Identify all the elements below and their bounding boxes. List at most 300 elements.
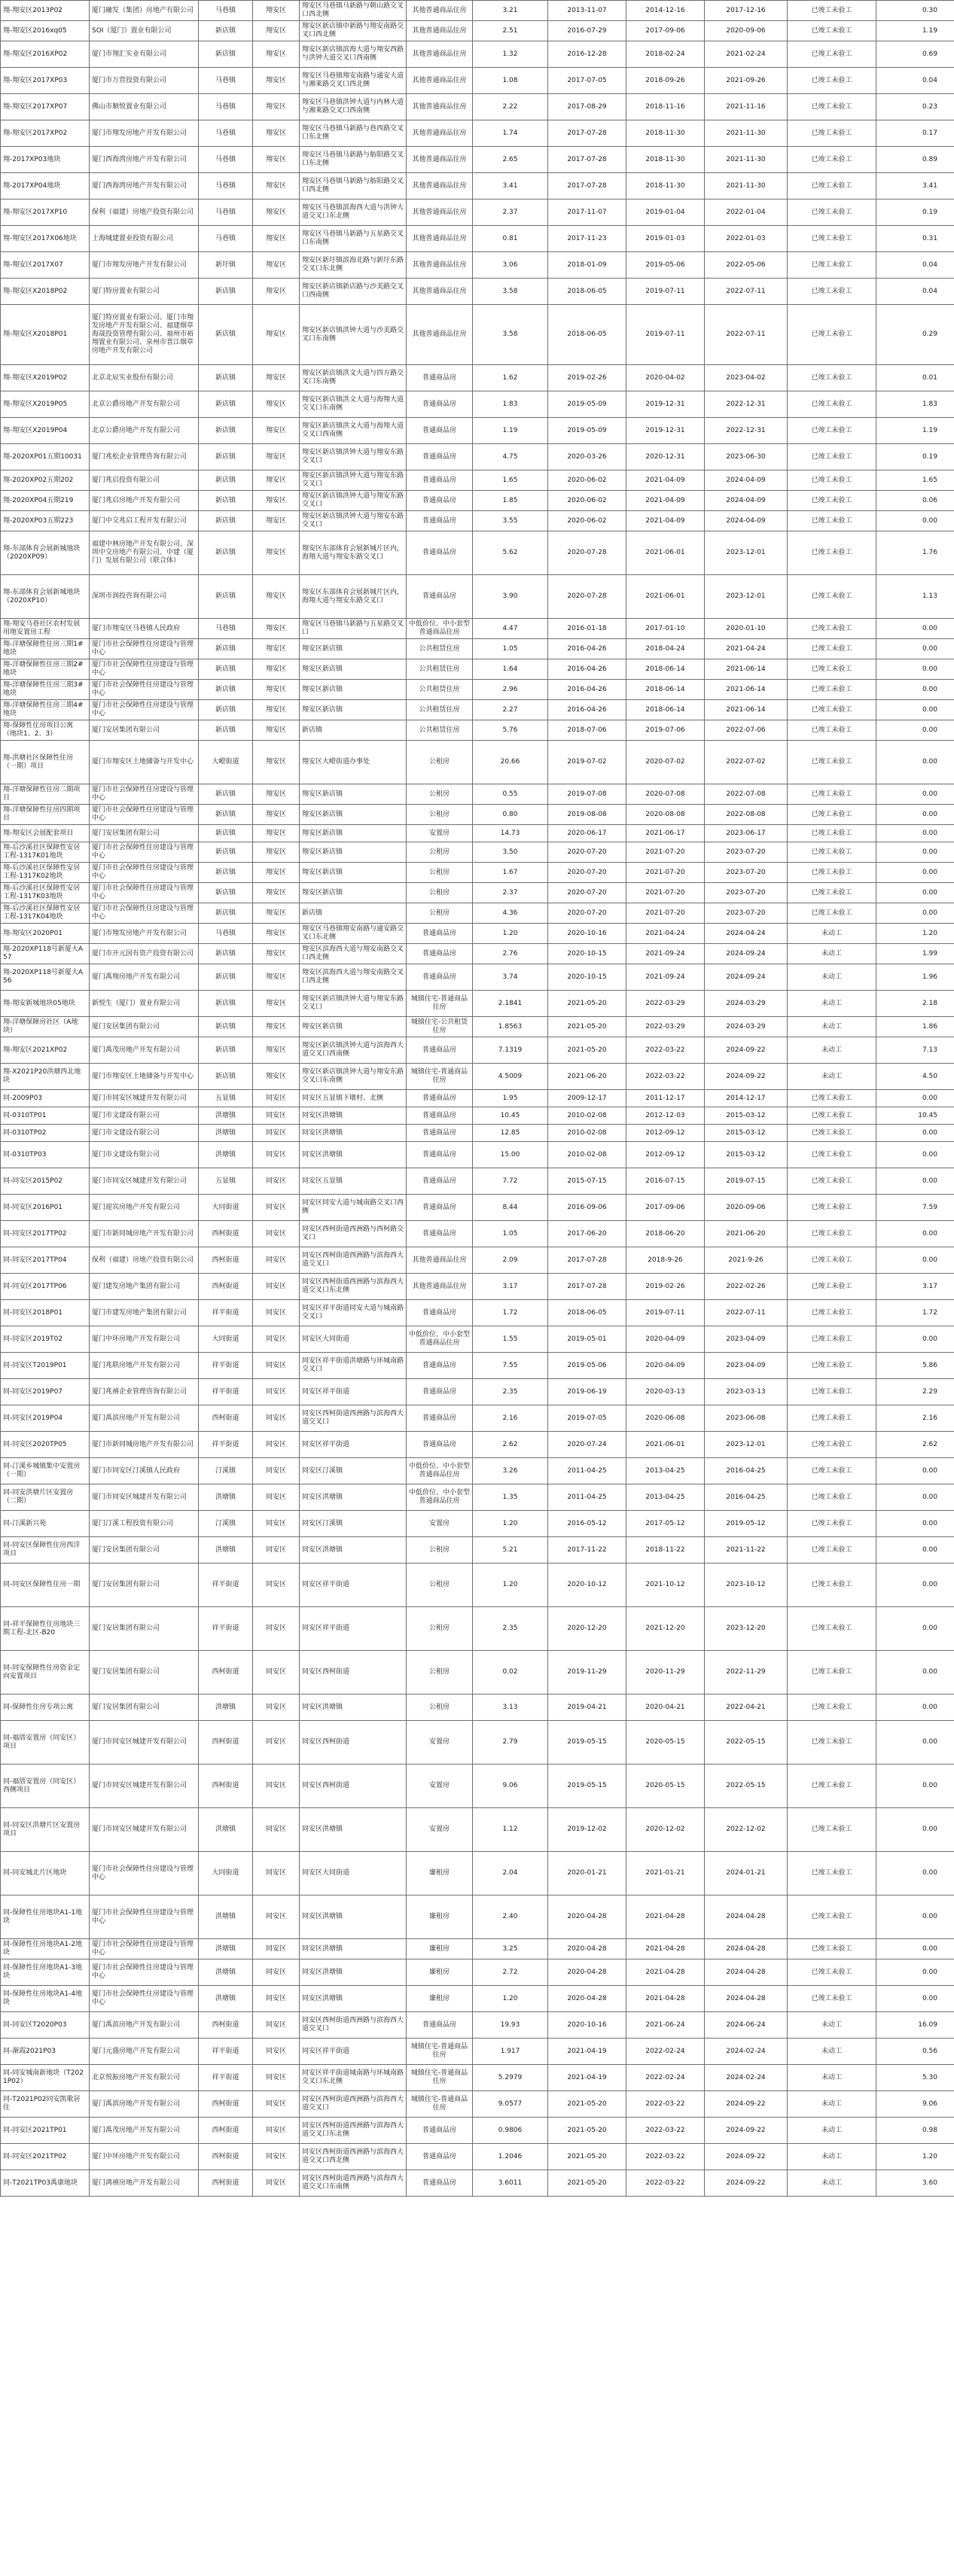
table-cell: 同-保障性住房专项公寓 bbox=[1, 1694, 90, 1721]
table-cell: 厦门市翔汇实业有限公司 bbox=[90, 41, 199, 68]
table-cell: 已竣工未验工 bbox=[788, 1484, 876, 1511]
table-row bbox=[1, 173, 954, 199]
table-cell: 0.00 bbox=[876, 1895, 954, 1939]
table-cell: 2016-04-25 bbox=[705, 1484, 788, 1511]
table-cell: 翔-翔安区X2019P04 bbox=[1, 418, 90, 444]
table-cell: 1.13 bbox=[876, 575, 954, 619]
table-cell: 普通商品房 bbox=[407, 365, 473, 391]
table-row bbox=[1, 1808, 954, 1852]
table-cell: 2021-9-26 bbox=[705, 1247, 788, 1274]
table-cell: 2022-03-22 bbox=[626, 2091, 705, 2118]
table-cell: 2021-10-12 bbox=[626, 1564, 705, 1607]
table-cell: 同-同安区2017TP02 bbox=[1, 1221, 90, 1247]
table-cell: 同安区洪塘镇 bbox=[300, 1959, 407, 1986]
table-cell: 2020-12-31 bbox=[626, 444, 705, 470]
table-cell: 厦门兆启房地产开发有限公司 bbox=[90, 491, 199, 511]
table-cell: 同安区 bbox=[253, 1511, 300, 1537]
table-cell: 翔-后沙溪社区保障性安居工程-1317K02地块 bbox=[1, 863, 90, 883]
table-cell: 翔安区新店镇洪钟大道与滨海西大道交叉口西南侧 bbox=[300, 1037, 407, 1064]
table-cell: 2016-01-18 bbox=[548, 619, 626, 639]
table-cell: 厦门市翔安区土地储备与开发中心 bbox=[90, 1064, 199, 1090]
table-cell: 0.00 bbox=[876, 659, 954, 680]
table-cell: 同-同安区保障性住房西洋项目 bbox=[1, 1537, 90, 1564]
table-cell: 已竣工未验工 bbox=[788, 1564, 876, 1607]
table-cell: 2024-09-22 bbox=[705, 2091, 788, 2118]
table-cell: 城镇住宅-普通商品住房 bbox=[407, 1064, 473, 1090]
table-cell: 2018-06-05 bbox=[548, 305, 626, 365]
table-cell: 新店镇 bbox=[199, 805, 253, 825]
table-cell: 2023-04-09 bbox=[705, 1353, 788, 1379]
table-cell: 西柯街道 bbox=[199, 2170, 253, 2197]
table-cell: 已竣工未验工 bbox=[788, 226, 876, 252]
table-cell: 翔安区 bbox=[253, 700, 300, 720]
table-row bbox=[1, 720, 954, 741]
table-cell: 厦门市同安区城建开发有限公司 bbox=[90, 1808, 199, 1852]
table-cell: 2017-01-10 bbox=[626, 619, 705, 639]
table-cell: 佛山市顺悦置业有限公司 bbox=[90, 94, 199, 120]
table-cell: 洪塘镇 bbox=[199, 1125, 253, 1142]
table-cell: 已竣工未验工 bbox=[788, 1852, 876, 1895]
table-cell: 同安区 bbox=[253, 1458, 300, 1484]
table-cell: 其他普通商品住房 bbox=[407, 199, 473, 226]
table-cell: 2022-05-06 bbox=[705, 252, 788, 279]
table-cell: 洪塘镇 bbox=[199, 1107, 253, 1125]
table-cell: 新店镇 bbox=[199, 842, 253, 863]
table-cell: 0.56 bbox=[876, 2039, 954, 2065]
table-cell: 翔-洋塘保障性住房三期3#地块 bbox=[1, 680, 90, 700]
table-cell: 3.21 bbox=[473, 1, 548, 21]
table-cell: 0.00 bbox=[876, 1458, 954, 1484]
table-cell: 4.75 bbox=[473, 444, 548, 470]
table-cell: 已竣工未验工 bbox=[788, 391, 876, 418]
table-cell: 同安区 bbox=[253, 1125, 300, 1142]
table-cell: 2.51 bbox=[473, 21, 548, 41]
table-cell: 厦门中环房地产开发有限公司 bbox=[90, 1326, 199, 1353]
table-cell: 2022-02-24 bbox=[626, 2039, 705, 2065]
table-cell: 2017-09-06 bbox=[626, 21, 705, 41]
table-cell: 2024-04-09 bbox=[705, 491, 788, 511]
table-cell: 2019-01-04 bbox=[626, 199, 705, 226]
table-cell: 普通商品房 bbox=[407, 444, 473, 470]
table-cell: 翔安区 bbox=[253, 575, 300, 619]
table-cell: 2019-04-21 bbox=[548, 1694, 626, 1721]
table-cell: 同安区祥平街道 bbox=[300, 1607, 407, 1651]
table-cell: 同安区洪塘镇 bbox=[300, 1537, 407, 1564]
table-cell: 7.72 bbox=[473, 1168, 548, 1195]
table-cell: 同安区 bbox=[253, 1651, 300, 1694]
table-cell: 2020-07-20 bbox=[548, 863, 626, 883]
table-cell: 已竣工未验工 bbox=[788, 1125, 876, 1142]
table-cell: 新店镇 bbox=[199, 863, 253, 883]
table-row bbox=[1, 639, 954, 659]
table-cell: 同安区 bbox=[253, 1247, 300, 1274]
table-cell: 0.00 bbox=[876, 1808, 954, 1852]
table-cell: 翔-翔安区2017XP07 bbox=[1, 94, 90, 120]
table-cell: 2024-09-22 bbox=[705, 2170, 788, 2197]
table-cell: 翔安区 bbox=[253, 842, 300, 863]
table-cell: 未动工 bbox=[788, 2039, 876, 2065]
table-cell: 2017-07-28 bbox=[548, 1274, 626, 1300]
table-cell: 厦门兆禧企业管理咨询有限公司 bbox=[90, 1379, 199, 1405]
table-cell: 翔安区马巷镇翔安南路与通安路交叉口东北侧 bbox=[300, 924, 407, 944]
table-cell: 厦门市新同城房地产开发有限公司 bbox=[90, 1432, 199, 1458]
table-cell: 2021-06-14 bbox=[705, 680, 788, 700]
table-cell: 马巷镇 bbox=[199, 199, 253, 226]
table-cell: 厦门市社会保障性住房建设与管理中心 bbox=[90, 784, 199, 805]
table-cell: 2018-11-30 bbox=[626, 173, 705, 199]
table-cell: 翔安区马巷镇滨海西大道与洪钟大道交叉口东北侧 bbox=[300, 199, 407, 226]
table-cell: 厦门西海湾房地产开发有限公司 bbox=[90, 173, 199, 199]
table-cell: 同-同安区2019P07 bbox=[1, 1379, 90, 1405]
table-cell: 同安区西柯街道西洲路与滨海西大道交叉口 bbox=[300, 2012, 407, 2039]
table-cell: 2022-03-22 bbox=[626, 2170, 705, 2197]
table-cell: 同-T2021P02同安凯歌居住 bbox=[1, 2091, 90, 2118]
table-cell: 2010-02-08 bbox=[548, 1107, 626, 1125]
table-cell: 2021-07-20 bbox=[626, 883, 705, 903]
table-cell: 安置房 bbox=[407, 1721, 473, 1765]
table-cell: 2020-10-15 bbox=[548, 964, 626, 991]
table-cell: 同-同安区2021TP02 bbox=[1, 2144, 90, 2170]
table-cell: 1.20 bbox=[876, 924, 954, 944]
table-cell: 2012-09-12 bbox=[626, 1125, 705, 1142]
table-cell: 厦门西海湾房地产开发有限公司 bbox=[90, 147, 199, 173]
table-cell: 普通商品房 bbox=[407, 2170, 473, 2197]
table-cell: 1.85 bbox=[473, 491, 548, 511]
table-cell: 2023-12-01 bbox=[705, 1432, 788, 1458]
table-cell: 同安区 bbox=[253, 1607, 300, 1651]
table-cell: 2019-08-08 bbox=[548, 805, 626, 825]
table-cell: 同安区西柯街道 bbox=[300, 1721, 407, 1765]
table-cell: 翔安区 bbox=[253, 805, 300, 825]
table-cell: 马巷镇 bbox=[199, 94, 253, 120]
table-cell: 2.16 bbox=[876, 1405, 954, 1432]
table-cell: 已竣工未验工 bbox=[788, 1247, 876, 1274]
table-cell: 同-0310TP03 bbox=[1, 1142, 90, 1168]
table-cell: 同安区 bbox=[253, 2170, 300, 2197]
table-row bbox=[1, 2065, 954, 2091]
table-cell: 2.72 bbox=[473, 1959, 548, 1986]
table-cell: 3.50 bbox=[473, 842, 548, 863]
table-cell: 2020-04-28 bbox=[548, 1986, 626, 2012]
table-cell: 厦门市社会保障性住房建设与管理中心 bbox=[90, 680, 199, 700]
table-cell: 普通商品房 bbox=[407, 1300, 473, 1326]
table-cell: 5.21 bbox=[473, 1537, 548, 1564]
table-cell: 2024-01-21 bbox=[705, 1852, 788, 1895]
table-cell: 已竣工未验工 bbox=[788, 639, 876, 659]
table-cell: 新店镇 bbox=[199, 511, 253, 531]
table-cell: 翔安区 bbox=[253, 863, 300, 883]
table-row bbox=[1, 1721, 954, 1765]
table-cell: 2019-12-31 bbox=[626, 418, 705, 444]
table-cell: 已竣工未验工 bbox=[788, 842, 876, 863]
table-cell: 0.89 bbox=[876, 147, 954, 173]
table-cell: 已竣工未验工 bbox=[788, 1959, 876, 1986]
table-cell: 2009-12-17 bbox=[548, 1090, 626, 1107]
table-cell: 公共租赁住房 bbox=[407, 680, 473, 700]
table-cell: 普通商品房 bbox=[407, 1142, 473, 1168]
table-cell: 已竣工未验工 bbox=[788, 619, 876, 639]
table-cell: 同安区祥平街道 bbox=[300, 1432, 407, 1458]
table-cell: 翔-东部体育会展新城地块（2020XP10） bbox=[1, 575, 90, 619]
table-cell: 2019-07-08 bbox=[548, 784, 626, 805]
table-cell: 同安区西柯街道西洲路与滨海西大道交叉口东北侧 bbox=[300, 2118, 407, 2144]
table-cell: 3.6011 bbox=[473, 2170, 548, 2197]
table-cell: 2021-05-20 bbox=[548, 1017, 626, 1037]
table-cell: 2019-06-19 bbox=[548, 1379, 626, 1405]
table-row bbox=[1, 1484, 954, 1511]
table-cell: 厦门禹滨房地产开发有限公司 bbox=[90, 2091, 199, 2118]
table-cell: 2022-03-29 bbox=[626, 1017, 705, 1037]
table-row bbox=[1, 903, 954, 924]
table-cell: 同-同安区保障性住房一期 bbox=[1, 1564, 90, 1607]
table-cell: 2023-12-01 bbox=[705, 575, 788, 619]
table-cell: 2020-09-06 bbox=[705, 1195, 788, 1221]
table-cell: 同安区汀溪镇 bbox=[300, 1458, 407, 1484]
table-cell: 保利（福建）房地产投资有限公司 bbox=[90, 199, 199, 226]
table-cell: 翔-2020XP118号新厦大A56 bbox=[1, 964, 90, 991]
table-cell: 2022-02-24 bbox=[626, 2065, 705, 2091]
table-cell: 2021-04-09 bbox=[626, 491, 705, 511]
table-cell: 3.41 bbox=[473, 173, 548, 199]
table-cell: 2011-04-25 bbox=[548, 1484, 626, 1511]
table-cell: 2016-07-15 bbox=[626, 1168, 705, 1195]
table-cell: 0.00 bbox=[876, 825, 954, 842]
table-cell: 翔安区 bbox=[253, 444, 300, 470]
table-cell: 0.19 bbox=[876, 199, 954, 226]
table-cell: 2018-06-05 bbox=[548, 279, 626, 305]
table-cell: 新店镇 bbox=[199, 365, 253, 391]
table-row bbox=[1, 964, 954, 991]
table-cell: 已竣工未验工 bbox=[788, 1221, 876, 1247]
table-cell: 同安区 bbox=[253, 2039, 300, 2065]
table-cell: 厦门市社会保障性住房建设与管理中心 bbox=[90, 863, 199, 883]
table-cell: 2018-02-24 bbox=[626, 41, 705, 68]
table-cell: 洪塘镇 bbox=[199, 1939, 253, 1959]
table-cell: 安置房 bbox=[407, 1511, 473, 1537]
table-cell: 新店镇 bbox=[199, 1064, 253, 1090]
table-cell: 2.37 bbox=[473, 883, 548, 903]
table-cell: 1.20 bbox=[473, 1564, 548, 1607]
table-row bbox=[1, 1274, 954, 1300]
table-row bbox=[1, 511, 954, 531]
table-cell: 翔-翔安区X2018P02 bbox=[1, 279, 90, 305]
table-cell: 翔安区 bbox=[253, 21, 300, 41]
table-cell: 0.17 bbox=[876, 120, 954, 147]
table-cell: 2023-06-30 bbox=[705, 444, 788, 470]
table-cell: 普通商品房 bbox=[407, 1353, 473, 1379]
table-cell: 2021-11-30 bbox=[705, 147, 788, 173]
table-cell: 0.23 bbox=[876, 94, 954, 120]
table-row bbox=[1, 1959, 954, 1986]
table-row bbox=[1, 1458, 954, 1484]
table-cell: 厦门汀溪工程投资有限公司 bbox=[90, 1511, 199, 1537]
table-cell: 其他普通商品住房 bbox=[407, 147, 473, 173]
table-cell: 其他普通商品住房 bbox=[407, 94, 473, 120]
table-cell: 同安区祥平街道 bbox=[300, 1564, 407, 1607]
table-cell: 2022-07-08 bbox=[705, 784, 788, 805]
table-cell: 19.93 bbox=[473, 2012, 548, 2039]
table-cell: 2020-04-02 bbox=[626, 365, 705, 391]
table-cell: 已竣工未验工 bbox=[788, 68, 876, 94]
table-cell: 翔安区 bbox=[253, 825, 300, 842]
table-cell: 同安区洪塘镇 bbox=[300, 1484, 407, 1511]
table-cell: 翔-2017XP03地块 bbox=[1, 147, 90, 173]
table-row bbox=[1, 1221, 954, 1247]
table-cell: 2021-09-24 bbox=[626, 944, 705, 964]
table-cell: 同安区 bbox=[253, 1379, 300, 1405]
table-cell: 已竣工未验工 bbox=[788, 1808, 876, 1852]
table-cell: 公共租赁住房 bbox=[407, 700, 473, 720]
table-row bbox=[1, 863, 954, 883]
table-cell: 西柯街道 bbox=[199, 1765, 253, 1808]
table-cell: 已竣工未验工 bbox=[788, 199, 876, 226]
table-cell: 翔-东部体育会展新城地块（2020XP09） bbox=[1, 531, 90, 575]
table-cell: 同安区 bbox=[253, 2118, 300, 2144]
table-cell: 新店镇 bbox=[199, 784, 253, 805]
table-cell: 已竣工未验工 bbox=[788, 94, 876, 120]
table-cell: 2020-07-20 bbox=[548, 903, 626, 924]
table-cell: 2021-11-16 bbox=[705, 94, 788, 120]
table-cell: 马巷镇 bbox=[199, 924, 253, 944]
table-cell: 7.1319 bbox=[473, 1037, 548, 1064]
table-cell: 2016-12-28 bbox=[548, 41, 626, 68]
table-cell: 翔-翔安区2020P01 bbox=[1, 924, 90, 944]
table-cell: 新店镇 bbox=[199, 700, 253, 720]
table-cell: 翔-2020XP118号新厦大A57 bbox=[1, 944, 90, 964]
table-cell: 3.90 bbox=[473, 575, 548, 619]
table-cell: 公租房 bbox=[407, 741, 473, 784]
table-cell: 2019-11-29 bbox=[548, 1651, 626, 1694]
table-cell: 新店镇 bbox=[199, 903, 253, 924]
table-cell: 同安区西柯街道西洲路与滨海西大道交叉口东北侧 bbox=[300, 1274, 407, 1300]
table-row bbox=[1, 1607, 954, 1651]
table-row bbox=[1, 784, 954, 805]
table-cell: 厦门市翔发房地产开发有限公司 bbox=[90, 252, 199, 279]
table-cell: 2019-01-03 bbox=[626, 226, 705, 252]
table-cell: 翔安区新店镇洪钟大道与翔安东路交叉口 bbox=[300, 444, 407, 470]
table-cell: 厦门市同安区汀溪镇人民政府 bbox=[90, 1458, 199, 1484]
table-cell: 同安区 bbox=[253, 1168, 300, 1195]
table-cell: 翔-洋塘保障房社区（A地块） bbox=[1, 1017, 90, 1037]
table-cell: 翔安区东部体育会展新城片区内，海翔大道与翔安东路交叉口 bbox=[300, 575, 407, 619]
table-cell: 2016-09-06 bbox=[548, 1195, 626, 1221]
table-cell: 2017-07-28 bbox=[548, 173, 626, 199]
table-cell: 2018-06-14 bbox=[626, 680, 705, 700]
table-cell: 翔安区 bbox=[253, 680, 300, 700]
table-cell: 2018-07-06 bbox=[548, 720, 626, 741]
table-cell: 2020-03-13 bbox=[626, 1379, 705, 1405]
table-cell: 翔-翔安区2017XP03 bbox=[1, 68, 90, 94]
table-cell: 翔安区 bbox=[253, 418, 300, 444]
table-cell: 2017-07-28 bbox=[548, 120, 626, 147]
table-cell: 2022-07-11 bbox=[705, 305, 788, 365]
table-cell: 0.81 bbox=[473, 226, 548, 252]
table-cell: 0.04 bbox=[876, 252, 954, 279]
table-cell: 1.96 bbox=[876, 964, 954, 991]
table-cell: 上海城建置业投资有限公司 bbox=[90, 226, 199, 252]
table-cell: 2024-02-24 bbox=[705, 2065, 788, 2091]
table-cell: 厦门市翔发房地产开发有限公司 bbox=[90, 924, 199, 944]
table-cell: 2016-04-26 bbox=[548, 659, 626, 680]
table-cell: 新店镇 bbox=[199, 964, 253, 991]
table-cell: 已竣工未验工 bbox=[788, 1432, 876, 1458]
table-row bbox=[1, 1037, 954, 1064]
table-cell: 翔安区 bbox=[253, 1037, 300, 1064]
table-cell: 同-0310TP01 bbox=[1, 1107, 90, 1125]
table-cell: 2021-06-14 bbox=[705, 700, 788, 720]
table-cell: 2.76 bbox=[473, 944, 548, 964]
table-cell: 2022-05-15 bbox=[705, 1721, 788, 1765]
table-cell: 3.17 bbox=[473, 1274, 548, 1300]
table-cell: 厦门禹茂房地产开发有限公司 bbox=[90, 1037, 199, 1064]
table-cell: 厦门市翔安区马巷镇人民政府 bbox=[90, 619, 199, 639]
table-cell: 1.12 bbox=[473, 1808, 548, 1852]
table-cell: 7.13 bbox=[876, 1037, 954, 1064]
table-cell: 安置房 bbox=[407, 1808, 473, 1852]
table-cell: 洪塘镇 bbox=[199, 1694, 253, 1721]
table-cell: 翔安区 bbox=[253, 1064, 300, 1090]
table-cell: 新悦生（厦门）置业有限公司 bbox=[90, 991, 199, 1017]
table-cell: 2020-10-16 bbox=[548, 924, 626, 944]
table-cell: 厦门安居集团有限公司 bbox=[90, 1537, 199, 1564]
table-cell: 五显镇 bbox=[199, 1168, 253, 1195]
table-cell: 公租房 bbox=[407, 903, 473, 924]
table-cell: 2021-04-28 bbox=[626, 1986, 705, 2012]
table-cell: 2020-04-28 bbox=[548, 1895, 626, 1939]
table-cell: 普通商品房 bbox=[407, 1221, 473, 1247]
table-cell: 已竣工未验工 bbox=[788, 1895, 876, 1939]
table-cell: 其他普通商品住房 bbox=[407, 21, 473, 41]
table-cell: 廉租房 bbox=[407, 1986, 473, 2012]
table-row bbox=[1, 147, 954, 173]
table-cell: 其他普通商品住房 bbox=[407, 173, 473, 199]
table-cell: 2015-03-12 bbox=[705, 1107, 788, 1125]
table-cell: 2020-04-09 bbox=[626, 1326, 705, 1353]
table-cell: 0.9806 bbox=[473, 2118, 548, 2144]
table-cell: 1.83 bbox=[473, 391, 548, 418]
table-cell: 新店镇 bbox=[199, 1017, 253, 1037]
table-row bbox=[1, 1195, 954, 1221]
table-cell: 1.8563 bbox=[473, 1017, 548, 1037]
table-cell: 0.00 bbox=[876, 1852, 954, 1895]
table-cell: 同安区 bbox=[253, 1484, 300, 1511]
table-cell: 翔-翔安马巷社区农村发展用地安置房工程 bbox=[1, 619, 90, 639]
table-cell: 同安区五显镇下墩村、北侧 bbox=[300, 1090, 407, 1107]
table-cell: 西柯街道 bbox=[199, 2144, 253, 2170]
table-cell: 0.00 bbox=[876, 805, 954, 825]
table-cell: 同安区祥平街道城南路与环城南路交叉口东北侧 bbox=[300, 2065, 407, 2091]
table-cell: 2021-05-20 bbox=[548, 1037, 626, 1064]
table-cell: 马巷镇 bbox=[199, 120, 253, 147]
table-cell: 2010-02-08 bbox=[548, 1142, 626, 1168]
table-cell: 厦门市文建设有限公司 bbox=[90, 1125, 199, 1142]
table-cell: 2013-04-25 bbox=[626, 1458, 705, 1484]
table-cell: 10.45 bbox=[473, 1107, 548, 1125]
table-cell: 公租房 bbox=[407, 784, 473, 805]
table-cell: 2020-10-16 bbox=[548, 2012, 626, 2039]
table-row bbox=[1, 659, 954, 680]
table-row bbox=[1, 1326, 954, 1353]
table-cell: 2017-11-22 bbox=[548, 1537, 626, 1564]
table-cell: 厦门市社会保障性住房建设与管理中心 bbox=[90, 1959, 199, 1986]
table-cell: 翔安区新店镇洪文大道与四方路交叉口东南侧 bbox=[300, 365, 407, 391]
table-cell: 2012-09-12 bbox=[626, 1142, 705, 1168]
table-cell: 厦门市同安区城建开发有限公司 bbox=[90, 1090, 199, 1107]
table-cell: 翔安区 bbox=[253, 68, 300, 94]
table-cell: 翔-保障性住房项目公寓（地块1、2、3） bbox=[1, 720, 90, 741]
table-cell: 未动工 bbox=[788, 2091, 876, 2118]
table-cell: 大同街道 bbox=[199, 1852, 253, 1895]
